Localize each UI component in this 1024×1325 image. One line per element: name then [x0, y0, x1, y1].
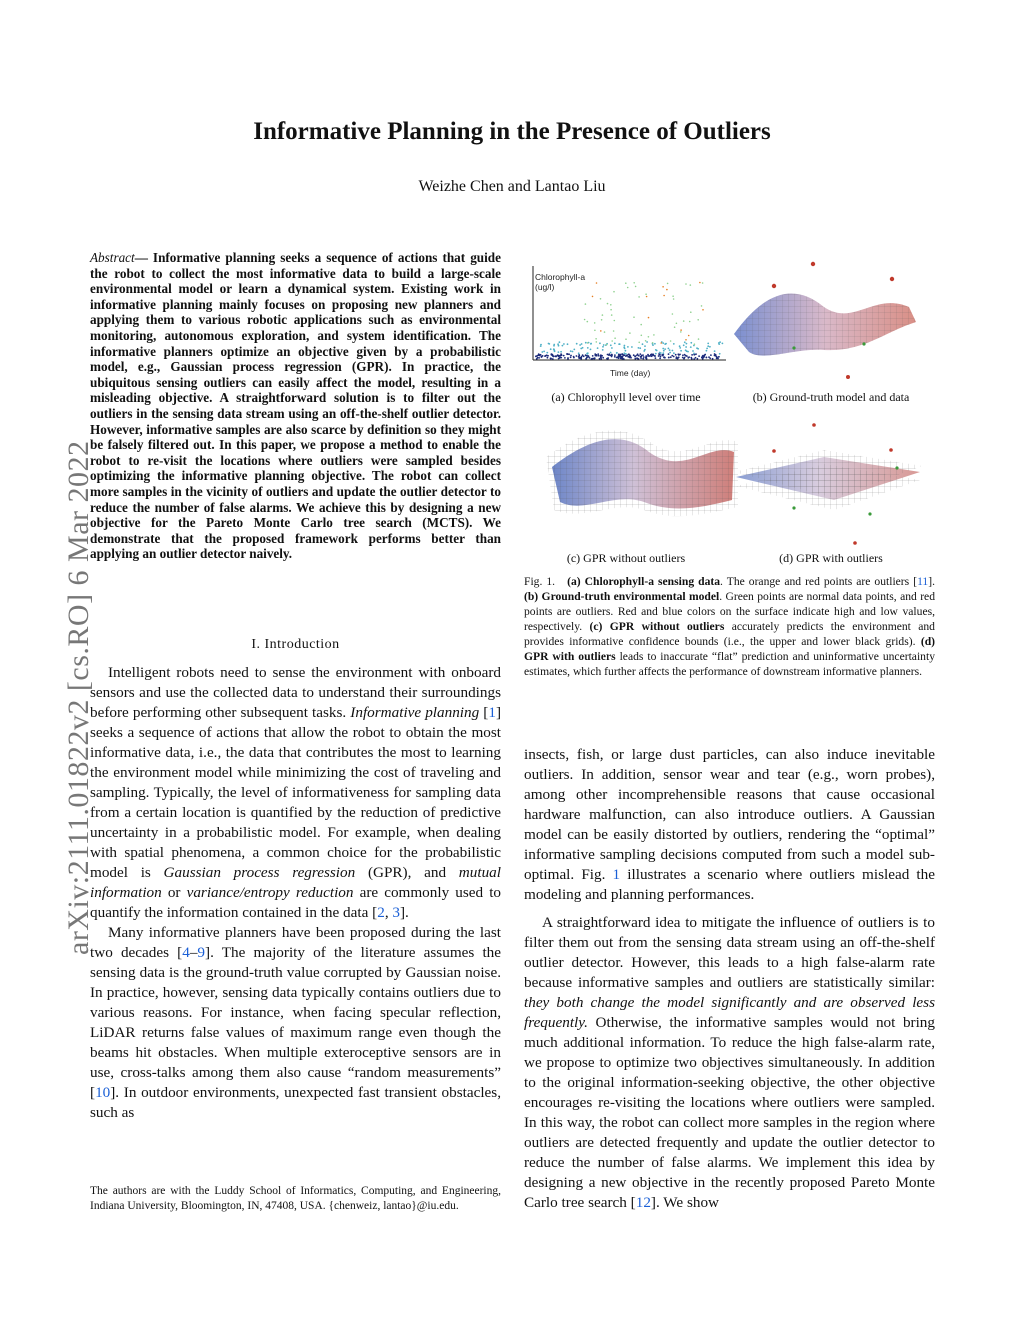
citation-link[interactable]: 3: [392, 904, 400, 921]
subcaption-b: (b) Ground-truth model and data: [752, 390, 910, 404]
citation-link[interactable]: 10: [95, 1084, 111, 1101]
figure-caption: Fig. 1. (a) Chlorophyll-a sensing data. The orange and red points are outliers [11]. (b) Ground-truth environmental model. Green points are normal data points, and red points are outliers. Red and blue colors on the surface indicate high and low values, respectively. (c) GPR without outliers accurately predicts the environment and provides informative confidence bounds (i.e., the upper and lower black grids). (d) GPR with outliers leads to inaccurate “flat” prediction and uninformative uncertainty estimates, which further affects the performance of downstream informative planners.: [524, 575, 935, 678]
citation-link[interactable]: 11: [917, 575, 929, 588]
chart-xlabel: Time (day): [610, 368, 651, 378]
right-body: [524, 745, 935, 1213]
abstract-text: — Informative planning seeks a sequence of actions that guide the robot to collect the most informative data to build a large-scale environmental model or learn a dynamical system. Existing work in informative planning mainly focuses on proposing new planners and applying them to various robotic applications such as environmental monitoring, autonomous exploration, and system identification. The informative planners optimize an objective given by a probabilistic model, e.g., Gaussian process regression (GPR). In practice, the ubiquitous sensing outliers can easily affect the model, resulting in a misleading objective. A straightforward solution is to filter out the outliers in the sensing data stream using an off-the-shelf outlier detector. However, informative samples are also scarce by definition so they might be falsely filtered out. In this paper, we propose a method to enable the robot to re-visit the locations where outliers were sampled besides optimizing the informative planning objective. The robot can collect more samples in the vicinity of outliers and update the outlier detector to reduce the number of false alarms. We achieve this by designing a new objective for the Pareto Monte Carlo tree search (MCTS). We demonstrate that the proposed framework performs better than applying an outlier detector naively.: [90, 250, 501, 562]
paragraph: Intelligent robots need to sense the environment with onboard sensors and use the collected data to understand their surroundings before performing other subsequent tasks. Informative planning [1] seeks a sequence of actions that allow the robot to obtain the most informative data, i.e., the data that contributes the most to learning the environment model while minimizing the cost of traveling and sampling. Typically, the level of informativeness for sampling data from a certain location is quantified by the reduction of predictive uncertainty in a probabilistic model. For example, when dealing with spatial phenomena, a common choice for the probabilistic model is Gaussian process regression (GPR), and mutual information or variance/entropy reduction are commonly used to quantify the information contained in the data [2, 3].: [90, 664, 502, 921]
abstract: [90, 250, 501, 562]
chlorophyll-chart: [533, 266, 726, 378]
footnote: The authors are with the Luddy School of Informatics, Computing, and Engineering, Indiana University, Bloomington, IN, 47408, USA. {chenweiz, lantao}@iu.edu.: [90, 1185, 501, 1212]
paragraph: insects, fish, or large dust particles, can also induce inevitable outliers. In addition, sensor wear and tear (e.g., worn probes), among other incomprehensible reasons that cause occasional hardware malfunction, can also introduce outliers. A Gaussian model can be easily distorted by outliers, rendering the “optimal” informative sampling decisions computed from such a model sub-optimal. Fig. 1 illustrates a scenario where outliers mislead the modeling and planning performances.: [524, 746, 935, 903]
citation-link[interactable]: 2: [377, 904, 385, 921]
citation-link[interactable]: 1: [488, 704, 496, 721]
paragraph: A straightforward idea to mitigate the influence of outliers is to filter them out from the sensing data stream using an off-the-shelf outlier detector. However, this leads to a high false-alarm rate because informative samples and outliers are statistically similar: they both change the model significantly and are observed less frequently. Otherwise, the informative samples would not bring much additional information. To reduce the high false-alarm rate, we propose to optimize two objectives simultaneously. In addition to the original information-seeking objective, the other objective encourages re-visiting the locations where outliers were sampled. In this way, the robot can collect more samples in the region where outliers are detected frequently and update the outlier detector to reduce the number of false alarms. We implement this idea by designing a new objective in the recently proposed Pareto Monte Carlo tree search [12]. We show: [524, 914, 935, 1211]
arxiv-id: arXiv:2111.01822v2 [cs.RO] 6 Mar 2022: [62, 440, 95, 955]
paper-title: Informative Planning in the Presence of Outliers: [253, 118, 771, 145]
gpr-with-outliers-surface: [734, 423, 922, 545]
abstract-label: Abstract: [90, 250, 135, 265]
gpr-without-outliers-surface: [546, 430, 738, 516]
citation-link[interactable]: 4: [182, 944, 190, 961]
authors: Weizhe Chen and Lantao Liu: [418, 178, 606, 195]
paragraph: Many informative planners have been proposed during the last two decades [4–9]. The majority of the literature assumes the sensing data is the ground-truth value corrupted by Gaussian noise. In practice, however, sensing data typically contains outliers due to various reasons. For instance, when facing specular reflection, LiDAR returns false values of maximum range even though the beams hit obstacles. When multiple exteroceptive sensors are in use, cross-talks among them also cause “random measurements” [10]. In outdoor environments, unexpected fast transient obstacles, such as: [90, 924, 501, 1121]
ground-truth-surface: [734, 262, 916, 379]
citation-link[interactable]: 9: [197, 944, 206, 961]
subcaption-a: (a) Chlorophyll level over time: [551, 390, 701, 404]
left-body: [90, 663, 501, 1123]
subcaption-c: (c) GPR without outliers: [566, 551, 686, 565]
arxiv-sidebar: [22, 355, 95, 955]
chart-ylabel-unit: (ug/l): [535, 282, 555, 292]
subcaption-d: (d) GPR with outliers: [779, 551, 883, 565]
figure-1: [524, 252, 936, 572]
chart-ylabel: Chlorophyll-a: [535, 272, 586, 282]
section-heading: I. Introduction: [251, 637, 340, 652]
figure-link[interactable]: 1: [612, 866, 621, 883]
citation-link[interactable]: 12: [635, 1194, 651, 1211]
